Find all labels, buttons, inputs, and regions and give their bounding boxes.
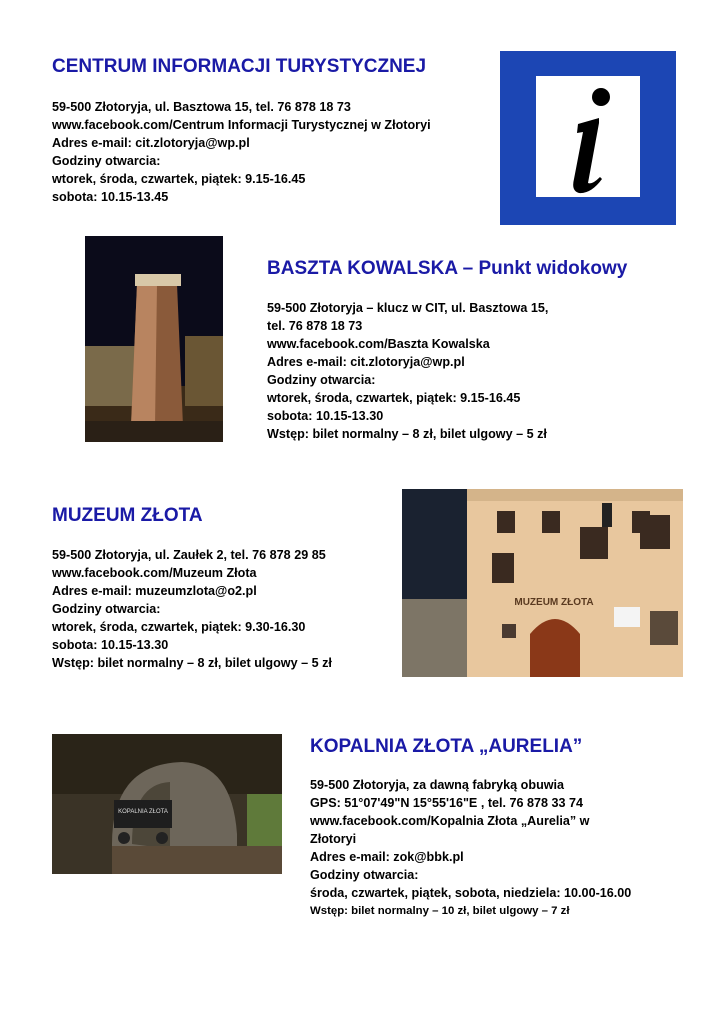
hours-weekday: wtorek, środa, czwartek, piątek: 9.15-16.45 xyxy=(267,391,521,405)
section-title-muzeum: MUZEUM ZŁOTA xyxy=(52,505,203,526)
tower-photo xyxy=(85,236,223,442)
hours-saturday: sobota: 10.15-13.30 xyxy=(52,638,169,652)
museum-sign-text: MUZEUM ZŁOTA xyxy=(514,597,594,608)
facebook-link[interactable]: www.facebook.com/Kopalnia Złota „Aurelia” w xyxy=(310,814,590,828)
email-line: Adres e-mail: cit.zlotoryja@wp.pl xyxy=(267,355,465,369)
info-sign-icon xyxy=(500,51,676,225)
section-body-baszta xyxy=(267,299,548,443)
ticket-prices: Wstęp: bilet normalny – 10 zł, bilet ulgowy – 7 zł xyxy=(310,905,570,917)
museum-photo xyxy=(402,489,683,677)
section-body-kopalnia xyxy=(310,776,631,920)
email-line: Adres e-mail: zok@bbk.pl xyxy=(310,850,464,864)
section-body-muzeum xyxy=(52,546,332,672)
phone-line: tel. 76 878 18 73 xyxy=(267,319,363,333)
hours-heading: Godziny otwarcia: xyxy=(52,602,161,616)
section-title-centrum: CENTRUM INFORMACJI TURYSTYCZNEJ xyxy=(52,56,427,77)
email-line: Adres e-mail: cit.zlotoryja@wp.pl xyxy=(52,136,250,150)
hours-saturday: sobota: 10.15-13.30 xyxy=(267,409,384,423)
address-line: 59-500 Złotoryja, ul. Basztowa 15, tel. 76 878 18 73 xyxy=(52,100,351,114)
hours-heading: Godziny otwarcia: xyxy=(310,868,419,882)
gps-line: GPS: 51°07'49"N 15°55'16"E , tel. 76 878 33 74 xyxy=(310,796,584,810)
hours-weekday: wtorek, środa, czwartek, piątek: 9.15-16.45 xyxy=(52,172,306,186)
address-line: 59-500 Złotoryja, ul. Zaułek 2, tel. 76 878 29 85 xyxy=(52,548,326,562)
mine-photo xyxy=(52,734,282,874)
ticket-prices: Wstęp: bilet normalny – 8 zł, bilet ulgowy – 5 zł xyxy=(267,427,547,441)
hours-days: środa, czwartek, piątek, sobota, niedziela: 10.00-16.00 xyxy=(310,886,632,900)
hours-saturday: sobota: 10.15-13.45 xyxy=(52,190,169,204)
facebook-link[interactable]: www.facebook.com/Muzeum Złota xyxy=(52,566,257,580)
facebook-link[interactable]: www.facebook.com/Centrum Informacji Turystycznej w Złotoryi xyxy=(52,118,431,132)
facebook-link-cont[interactable]: Złotoryi xyxy=(310,832,357,846)
section-title-kopalnia: KOPALNIA ZŁOTA „AURELIA” xyxy=(310,736,583,757)
section-title-baszta: BASZTA KOWALSKA – Punkt widokowy xyxy=(267,258,628,279)
section-body-centrum xyxy=(52,98,431,206)
address-line: 59-500 Złotoryja – klucz w CIT, ul. Basztowa 15, xyxy=(267,301,549,315)
ticket-prices: Wstęp: bilet normalny – 8 zł, bilet ulgowy – 5 zł xyxy=(52,656,332,670)
hours-weekday: wtorek, środa, czwartek, piątek: 9.30-16.30 xyxy=(52,620,306,634)
hours-heading: Godziny otwarcia: xyxy=(52,154,161,168)
mine-cart-text: KOPALNIA ZŁOTA xyxy=(118,809,168,815)
email-line: Adres e-mail: muzeumzlota@o2.pl xyxy=(52,584,257,598)
facebook-link[interactable]: www.facebook.com/Baszta Kowalska xyxy=(267,337,490,351)
hours-heading: Godziny otwarcia: xyxy=(267,373,376,387)
address-line: 59-500 Złotoryja, za dawną fabryką obuwia xyxy=(310,778,565,792)
